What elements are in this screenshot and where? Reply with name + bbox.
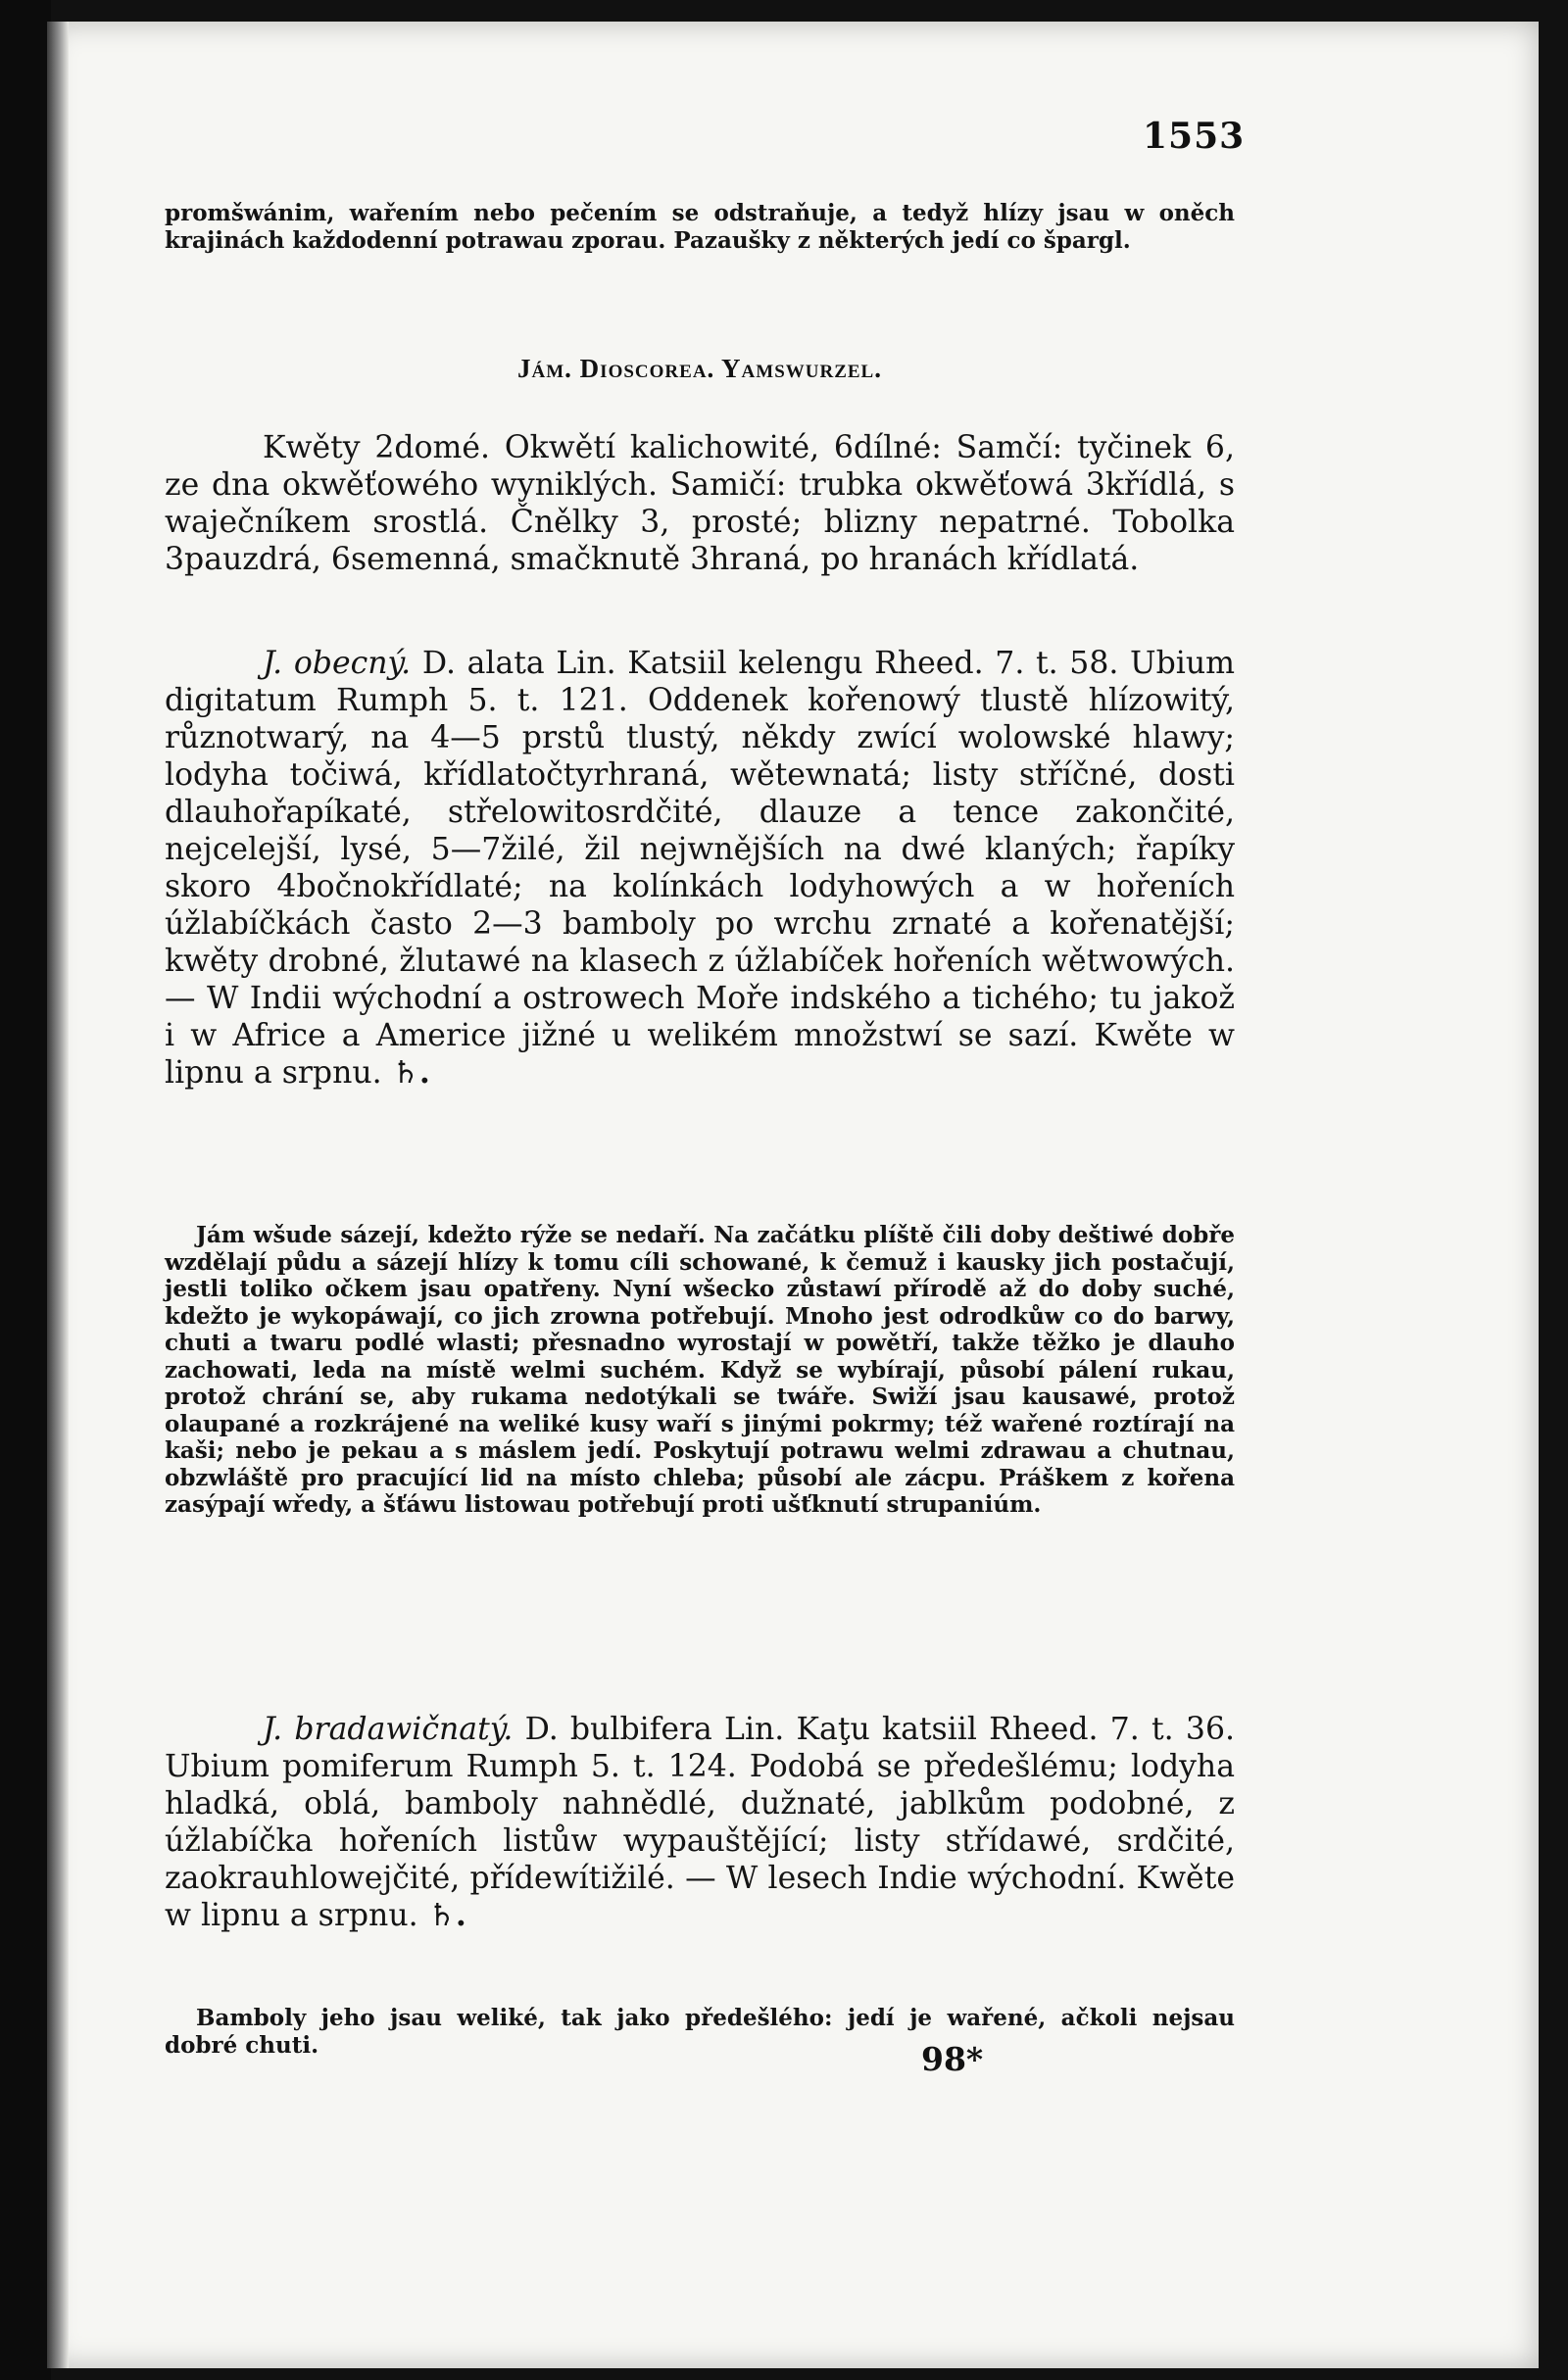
note-cultivation bbox=[165, 1222, 1235, 1519]
note-bamboly-text: Bamboly jeho jsau weliké, tak jako předešlého: jedí je wařené, ačkoli nejsau dobré chuti. bbox=[165, 2005, 1235, 2059]
species-obecny bbox=[165, 645, 1235, 1092]
species-obecny-text: D. alata Lin. Katsiil kelengu Rheed. 7. t. 58. Ubium digitatum Rumph 5. t. 121. Oddenek kořenowý tlustě hlízowitý, různotwarý, na 4—5 prstů tlustý, někdy zwící wolowské hlawy; lodyha točiwá, křídlatočtyrhraná, wětewnatá; listy stříčné, dosti dlauhořapíkaté, střelowitosrdčité, dlauze a tence zakončité, nejcelejší, lysé, 5—7žilé, žil nejwnějších na dwé klaných; řapíky skoro 4bočnokřídlaté; na kolínkách lodyhowých a w hořeních úžlabíčkách často 2—3 bamboly po wrchu zrnaté a kořenatější; kwěty drobné, žlutawé na klasech z úžlabíček hořeních wětwowých. — W Indii wýchodní a ostrowech Moře indského a tichého; tu jakož i w Africe a Americe jižné u welikém množstwí se sazí. Kwěte w lipnu a srpnu. bbox=[165, 646, 1235, 1091]
species-obecny-paragraph bbox=[165, 645, 1235, 1092]
species-bradawicnaty bbox=[165, 1711, 1235, 1934]
scan-dark-border bbox=[0, 0, 51, 2380]
species-bradawicnaty-name: J. bradawičnatý. bbox=[263, 1712, 514, 1747]
intro-text: promšwánim, wařením nebo pečením se odstraňuje, a tedyž hlízy jsau w oněch krajinách každodenní potrawau zporau. Pazaušky z některých jedí co špargl. bbox=[165, 200, 1235, 254]
book-binding-edge bbox=[47, 22, 69, 2368]
species-bradawicnaty-text: D. bulbifera Lin. Kaţu katsiil Rheed. 7. t. 36. Ubium pomiferum Rumph 5. t. 124. Podobá se předešlému; lodyha hladká, oblá, bamboly nahnědlé, dužnaté, jablkům podobné, z úžlabíčka hořeních listůw wypauštějící; listy střídawé, srdčité, zaokrauhlowejčité, přídewítižilé. — W lesech Indie wýchodní. Kwěte w lipnu a srpnu. bbox=[165, 1712, 1235, 1933]
note-bamboly bbox=[165, 2005, 1235, 2059]
page-number: 1553 bbox=[1143, 116, 1246, 157]
intro-fragment bbox=[165, 200, 1235, 254]
saturn-symbol: ♄. bbox=[391, 1054, 430, 1091]
species-obecny-name: J. obecný. bbox=[263, 646, 412, 681]
saturn-symbol: ♄. bbox=[427, 1897, 466, 1933]
description-text: Kwěty 2domé. Okwětí kalichowité, 6dílné: Samčí: tyčinek 6, ze dna okwěťowého wyniklých. Samičí: trubka okwěťowá 3křídlá, s waječníkem srostlá. Čnělky 3, prosté; blizny nepatrné. Tobolka 3pauzdrá, 6semenná, smačknutě 3hraná, po hranách křídlatá. bbox=[165, 430, 1235, 577]
signature-mark: 98* bbox=[921, 2040, 984, 2078]
species-bradawicnaty-paragraph bbox=[165, 1711, 1235, 1934]
note-cultivation-text: Jám wšude sázejí, kdežto rýže se nedaří. Na začátku plíště čili doby deštiwé dobře wzdělají půdu a sázejí hlízy k tomu cíli schowané, k čemuž i kausky jich postačují, jestli toliko očkem jsau opatřeny. Nyní wšecko zůstawí přírodě až do doby suché, kdežto je wykopáwají, co jich zrowna potřebují. Mnoho jest odrodkůw co do barwy, chuti a twaru podlé wlasti; přesnadno wyrostají w powětří, takže těžko je dlauho zachowati, leda na místě welmi suchém. Když se wybírají, působí pálení rukau, protož chrání se, aby rukama nedotýkali se twáře. Swiží jsau kausawé, protož olaupané a rozkrájené na weliké kusy waří s jinými pokrmy; též wařené roztírají na kaši; nebo je pekau a s máslem jedí. Poskytují potrawu welmi zdrawau a chutnau, obzwláště pro pracující lid na místo chleba; působí ale zácpu. Práškem z kořena zasýpají wředy, a šťáwu listowau potřebují proti ušťknutí strupaniúm. bbox=[165, 1222, 1235, 1518]
genus-description bbox=[165, 429, 1235, 578]
genus-heading: Jám. Dioscorea. Yamswurzel. bbox=[517, 354, 882, 383]
